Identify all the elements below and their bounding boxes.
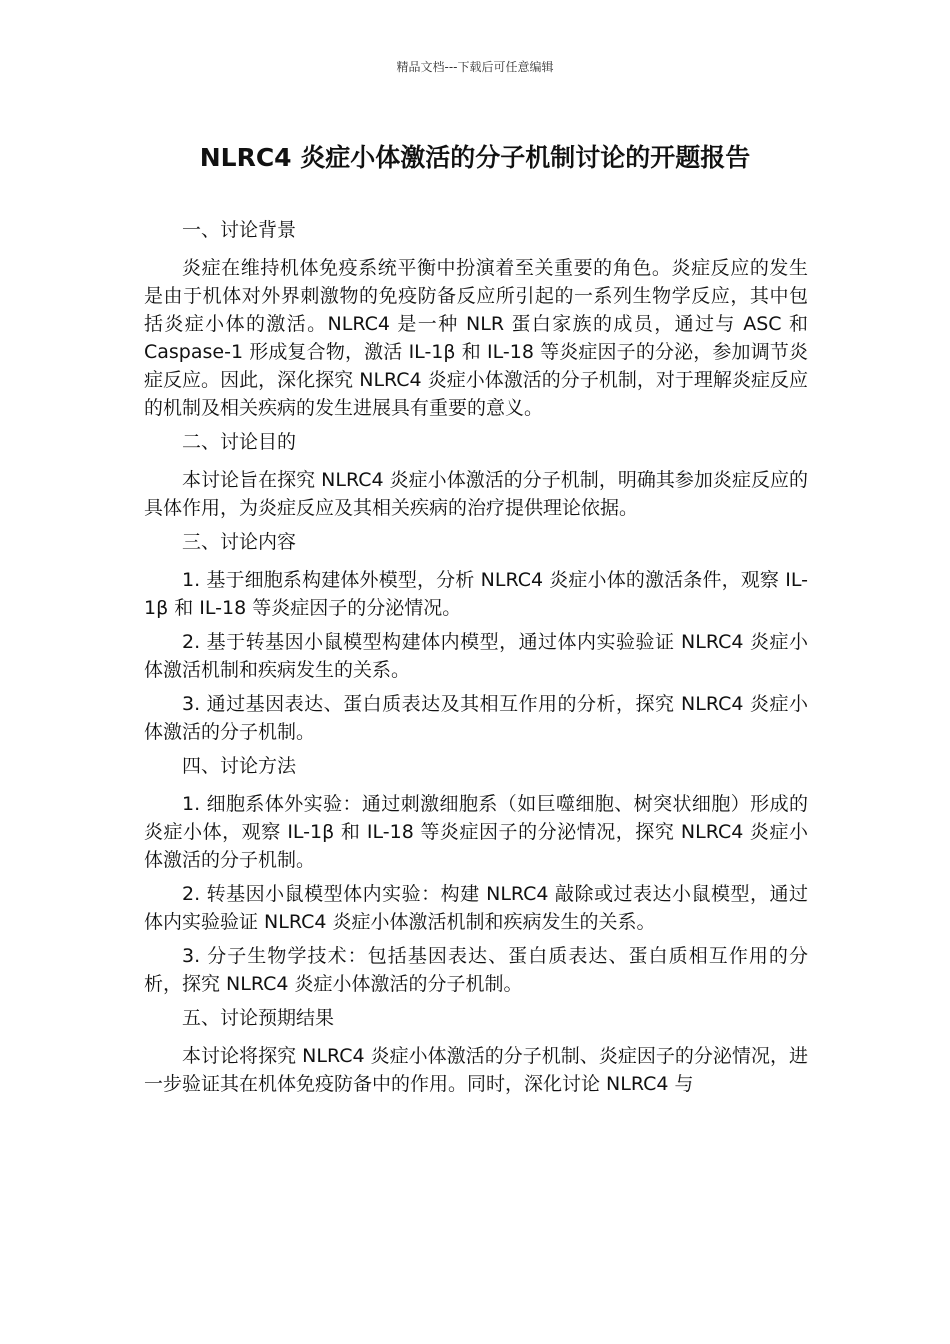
section-heading-background: 一、讨论背景 (182, 219, 297, 241)
document-title: NLRC4 炎症小体激活的分子机制讨论的开题报告 (199, 143, 751, 172)
section-heading-content: 三、讨论内容 (182, 531, 297, 553)
section-heading-methods: 四、讨论方法 (182, 755, 297, 777)
section-heading-expected-results: 五、讨论预期结果 (182, 1007, 335, 1029)
paragraph-methods-2: 2. 转基因小鼠模型体内实验：构建 NLRC4 敲除或过表达小鼠模型，通过体内实验验证 NLRC4 炎症小体激活机制和疾病发生的关系。 (144, 883, 808, 933)
document-body (144, 216, 808, 1104)
paragraph-purpose: 本讨论旨在探究 NLRC4 炎症小体激活的分子机制，明确其参加炎症反应的具体作用，为炎症反应及其相关疾病的治疗提供理论依据。 (144, 469, 808, 519)
paragraph-methods-3: 3. 分子生物学技术：包括基因表达、蛋白质表达、蛋白质相互作用的分析，探究 NLRC4 炎症小体激活的分子机制。 (144, 945, 808, 995)
header-note: 精品文档---下载后可任意编辑 (396, 60, 554, 74)
paragraph-content-1: 1. 基于细胞系构建体外模型，分析 NLRC4 炎症小体的激活条件，观察 IL-1β 和 IL-18 等炎症因子的分泌情况。 (144, 569, 808, 619)
paragraph-expected-results: 本讨论将探究 NLRC4 炎症小体激活的分子机制、炎症因子的分泌情况，进一步验证其在机体免疫防备中的作用。同时，深化讨论 NLRC4 与 (144, 1045, 808, 1095)
paragraph-methods-1: 1. 细胞系体外实验：通过刺激细胞系（如巨噬细胞、树突状细胞）形成的炎症小体，观察 IL-1β 和 IL-18 等炎症因子的分泌情况，探究 NLRC4 炎症小体激活的分子机制。 (144, 793, 808, 871)
paragraph-content-2: 2. 基于转基因小鼠模型构建体内模型，通过体内实验验证 NLRC4 炎症小体激活机制和疾病发生的关系。 (144, 631, 808, 681)
section-heading-purpose: 二、讨论目的 (182, 431, 297, 453)
paragraph-background: 炎症在维持机体免疫系统平衡中扮演着至关重要的角色。炎症反应的发生是由于机体对外界刺激物的免疫防备反应所引起的一系列生物学反应，其中包括炎症小体的激活。NLRC4 是一种 NLR 蛋白家族的成员，通过与 ASC 和 Caspase-1 形成复合物，激活 IL-1β 和 IL-18 等炎症因子的分泌，参加调节炎症反应。因此，深化探究 NLRC4 炎症小体激活的分子机制，对于理解炎症反应的机制及相关疾病的发生进展具有重要的意义。 (144, 257, 808, 419)
paragraph-content-3: 3. 通过基因表达、蛋白质表达及其相互作用的分析，探究 NLRC4 炎症小体激活的分子机制。 (144, 693, 808, 743)
